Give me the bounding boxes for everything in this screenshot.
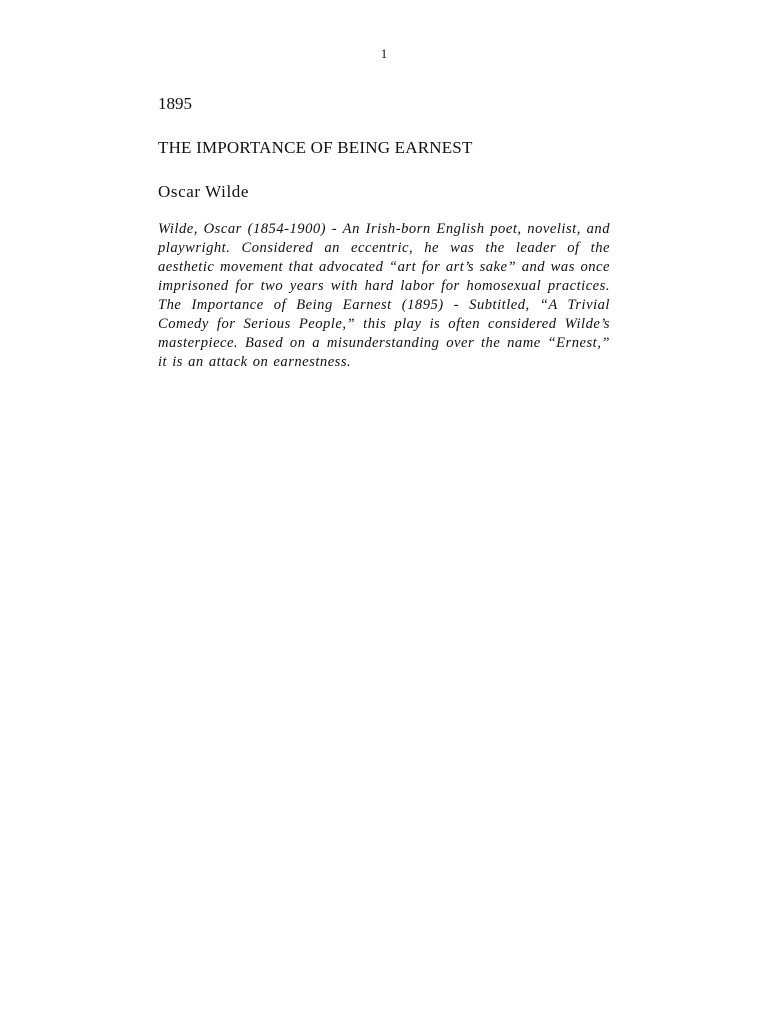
- intro-paragraph: Wilde, Oscar (1854-1900) - An Irish-born English poet, novelist, and playwright. Considered an eccentric, he was the leader of the aesthetic movement that advocated “art for art’s sake” and was once imprisoned for two years with hard labor for homosexual practices. The Importance of Being Earnest (1895) - Subtitled, “A Trivial Comedy for Serious People,” this play is often considered Wilde’s masterpiece. Based on a misunderstanding over the name “Ernest,” it is an attack on earnestness.: [158, 221, 610, 370]
- author-name: Oscar Wilde: [158, 182, 250, 201]
- work-title: THE IMPORTANCE OF BEING EARNEST: [158, 138, 473, 157]
- page-number: 1: [380, 46, 388, 61]
- publication-year: 1895: [158, 94, 192, 113]
